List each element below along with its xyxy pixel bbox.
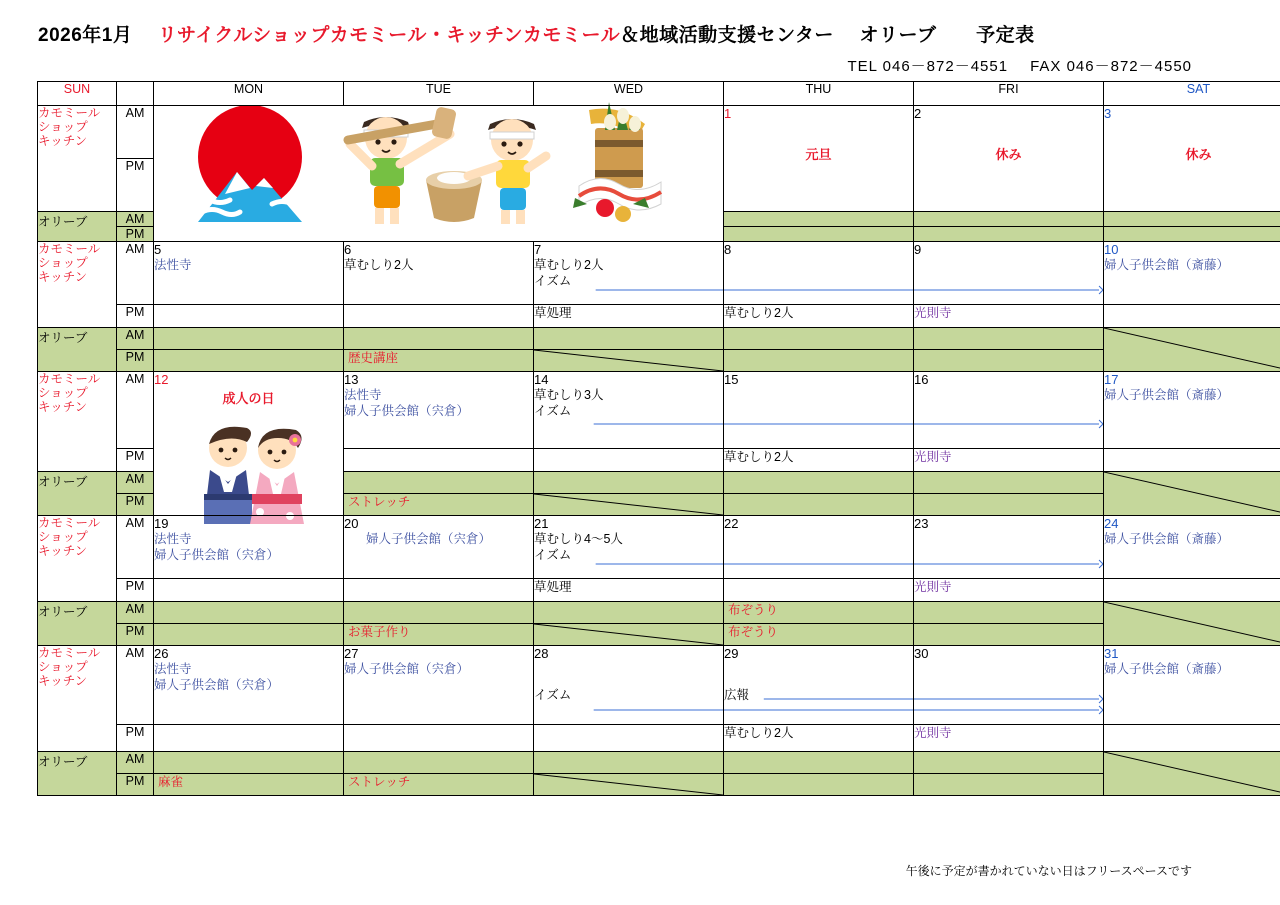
day-cell-23[interactable] — [914, 516, 1104, 579]
event-text: 草むしり3人 — [534, 388, 604, 402]
page-title — [38, 20, 1035, 47]
week2-kamomile-am-row — [38, 242, 1280, 305]
title-kitchen-name: キッチンカモミール — [446, 25, 621, 46]
olive-am-fri[interactable] — [914, 212, 1104, 227]
day-number: 9 — [914, 242, 922, 257]
day-number: 24 — [1104, 516, 1119, 531]
event-text: 法性寺 — [154, 532, 192, 546]
pm-wed[interactable] — [534, 579, 724, 602]
olive-am-fri[interactable] — [914, 602, 1104, 624]
day-cell-3[interactable] — [1104, 106, 1280, 212]
event-text: イズム — [534, 404, 572, 418]
contact-info — [848, 55, 1192, 76]
olive-pm-tue[interactable] — [344, 774, 534, 796]
event-text: 婦人子供会館（宍倉） — [154, 678, 280, 692]
event-text: お菓子作り — [348, 625, 411, 639]
event-text: 法性寺 — [154, 662, 192, 676]
day-number: 2 — [914, 106, 922, 121]
day-number: 27 — [344, 646, 359, 661]
pm-thu[interactable] — [724, 449, 914, 472]
olive-pm-thu[interactable] — [724, 494, 914, 516]
pm-fri[interactable] — [914, 579, 1104, 602]
day-number: 23 — [914, 516, 929, 531]
day-number: 3 — [1104, 106, 1112, 121]
event-text: イズム — [534, 688, 572, 702]
day-number: 16 — [914, 372, 929, 387]
olive-pm-wed-unavailable — [534, 624, 724, 646]
label-olive: オリーブ — [38, 212, 117, 242]
olive-am-wed[interactable] — [534, 328, 724, 350]
olive-am-wed[interactable] — [534, 602, 724, 624]
olive-am-wed[interactable] — [534, 472, 724, 494]
event-text: 草むしり4〜5人 — [534, 532, 623, 546]
olive-sat-unavailable — [1104, 472, 1280, 516]
olive-am-tue[interactable] — [344, 328, 534, 350]
fax-number: FAX 046－872－4550 — [1030, 58, 1192, 75]
week4-kamomile-am-row — [38, 516, 1280, 579]
pm-sat[interactable] — [1104, 579, 1280, 602]
day-number: 21 — [534, 516, 549, 531]
event-text: 草むしり2人 — [724, 450, 794, 464]
olive-pm-fri[interactable] — [914, 774, 1104, 796]
label-pm: PM — [117, 227, 154, 242]
title-date: 2026年1月 — [38, 25, 133, 46]
pm-wed[interactable] — [534, 449, 724, 472]
day-cell-27[interactable] — [344, 646, 534, 725]
label-pm: PM — [117, 624, 154, 646]
olive-am-sat[interactable] — [1104, 212, 1280, 227]
day-cell-13[interactable] — [344, 372, 534, 449]
pm-fri[interactable] — [914, 305, 1104, 328]
day-cell-26[interactable] — [154, 646, 344, 725]
week5-kamomile-pm-row — [38, 725, 1280, 752]
event-text: 草むしり2人 — [724, 726, 794, 740]
event-text: 広報 — [724, 688, 750, 702]
pm-mon[interactable] — [154, 579, 344, 602]
olive-pm-mon[interactable] — [154, 624, 344, 646]
day-number: 31 — [1104, 646, 1119, 661]
day-note: 元旦 — [805, 147, 832, 162]
event-text: 草処理 — [534, 580, 572, 594]
calendar-table — [37, 81, 1280, 796]
event-text: ストレッチ — [348, 775, 411, 789]
pm-sat[interactable] — [1104, 305, 1280, 328]
day-number: 1 — [724, 106, 732, 121]
label-pm: PM — [117, 774, 154, 796]
label-pm: PM — [117, 305, 154, 328]
olive-pm-sat[interactable] — [1104, 227, 1280, 242]
pm-sat[interactable] — [1104, 449, 1280, 472]
day-note: 休み — [995, 147, 1022, 162]
pm-wed[interactable] — [534, 725, 724, 752]
day-number: 13 — [344, 372, 359, 387]
event-text: 光則寺 — [914, 450, 952, 464]
day-cell-10[interactable] — [1104, 242, 1280, 305]
day-number: 30 — [914, 646, 929, 661]
label-pm: PM — [117, 725, 154, 752]
day-number: 12 — [154, 372, 169, 387]
olive-am-thu[interactable] — [724, 472, 914, 494]
label-pm: PM — [117, 579, 154, 602]
pm-fri[interactable] — [914, 725, 1104, 752]
week5-kamomile-am-row — [38, 646, 1280, 725]
day-cell-22[interactable] — [724, 516, 914, 579]
olive-pm-tue[interactable] — [344, 350, 534, 372]
olive-sat-unavailable — [1104, 752, 1280, 796]
label-am: AM — [117, 602, 154, 624]
label-am: AM — [117, 472, 154, 494]
day-number: 10 — [1104, 242, 1119, 257]
pm-thu[interactable] — [724, 579, 914, 602]
week1-kamomile-am-row — [38, 106, 1280, 159]
week4-olive-am-row — [38, 602, 1280, 624]
event-text: 法性寺 — [344, 388, 382, 402]
day-cell-9[interactable] — [914, 242, 1104, 305]
footnote: 午後に予定が書かれていない日はフリースペースです — [905, 864, 1192, 878]
pm-tue[interactable] — [344, 305, 534, 328]
day-cell-8[interactable] — [724, 242, 914, 305]
tel-number: TEL 046－872－4551 — [847, 58, 1009, 75]
event-text: イズム — [534, 274, 572, 288]
event-text: 光則寺 — [914, 580, 952, 594]
pm-tue[interactable] — [344, 725, 534, 752]
header-wed: WED — [534, 82, 724, 106]
day-number: 7 — [534, 242, 542, 257]
day-number: 15 — [724, 372, 739, 387]
event-text: 婦人子供会館（斎藤） — [1104, 388, 1230, 402]
event-text: 婦人子供会館（宍倉） — [344, 662, 470, 676]
holiday-label: 成人の日 — [222, 391, 275, 406]
day-number: 14 — [534, 372, 549, 387]
weekday-header-row — [38, 82, 1280, 106]
olive-pm-wed-unavailable — [534, 494, 724, 516]
day-number: 26 — [154, 646, 169, 661]
day-number: 17 — [1104, 372, 1119, 387]
pm-wed[interactable] — [534, 305, 724, 328]
olive-pm-wed-unavailable — [534, 350, 724, 372]
label-am: AM — [117, 328, 154, 350]
event-text: 布ぞうり — [728, 625, 779, 639]
event-text: 草むしり2人 — [724, 306, 794, 320]
olive-am-fri[interactable] — [914, 752, 1104, 774]
day-cell-14[interactable] — [534, 372, 724, 449]
header-tue: TUE — [344, 82, 534, 106]
label-pm: PM — [117, 350, 154, 372]
label-am: AM — [117, 242, 154, 305]
pm-thu[interactable] — [724, 305, 914, 328]
olive-am-mon[interactable] — [154, 328, 344, 350]
olive-am-mon[interactable] — [154, 752, 344, 774]
label-olive: オリーブ — [38, 752, 117, 796]
olive-pm-tue[interactable] — [344, 494, 534, 516]
header-sun: SUN — [38, 82, 117, 106]
olive-pm-thu[interactable] — [724, 227, 914, 242]
day-cell-29[interactable] — [724, 646, 914, 725]
header-mon: MON — [154, 82, 344, 106]
olive-pm-fri[interactable] — [914, 494, 1104, 516]
pm-mon[interactable] — [154, 725, 344, 752]
week5-olive-pm-row — [38, 774, 1280, 796]
olive-am-mon[interactable] — [154, 602, 344, 624]
day-number: 19 — [154, 516, 169, 531]
day-cell-17[interactable] — [1104, 372, 1280, 449]
day-cell-2[interactable] — [914, 106, 1104, 212]
olive-am-fri[interactable] — [914, 472, 1104, 494]
header-sat: SAT — [1104, 82, 1280, 106]
olive-am-tue[interactable] — [344, 472, 534, 494]
week2-olive-pm-row — [38, 350, 1280, 372]
event-text: イズム — [534, 548, 572, 562]
week5-olive-am-row — [38, 752, 1280, 774]
day-cell-1[interactable] — [724, 106, 914, 212]
label-olive: オリーブ — [38, 328, 117, 372]
day-cell-30[interactable] — [914, 646, 1104, 725]
event-text: 光則寺 — [914, 306, 952, 320]
olive-pm-mon[interactable] — [154, 774, 344, 796]
label-am: AM — [117, 516, 154, 579]
olive-am-thu[interactable] — [724, 212, 914, 227]
day-cell-31[interactable] — [1104, 646, 1280, 725]
day-cell-7[interactable] — [534, 242, 724, 305]
header-thu: THU — [724, 82, 914, 106]
header-blank — [117, 82, 154, 106]
olive-am-tue[interactable] — [344, 752, 534, 774]
week3-kamomile-am-row — [38, 372, 1280, 449]
day-cell-20[interactable] — [344, 516, 534, 579]
label-am: AM — [117, 106, 154, 159]
title-shop-name: リサイクルショップカモミール — [157, 25, 427, 46]
olive-pm-wed-unavailable — [534, 774, 724, 796]
day-cell-5[interactable] — [154, 242, 344, 305]
event-text: 布ぞうり — [728, 603, 779, 617]
day-cell-28[interactable] — [534, 646, 724, 725]
pm-sat[interactable] — [1104, 725, 1280, 752]
pm-tue[interactable] — [344, 579, 534, 602]
olive-am-thu[interactable] — [724, 328, 914, 350]
day-cell-6[interactable] — [344, 242, 534, 305]
event-text: 婦人子供会館（宍倉） — [154, 548, 280, 562]
event-text: 麻雀 — [158, 775, 184, 789]
day-number: 5 — [154, 242, 162, 257]
event-text: 草むしり2人 — [534, 258, 604, 272]
title-center-name: ＆地域活動支援センター — [620, 25, 834, 46]
week4-kamomile-pm-row — [38, 579, 1280, 602]
event-text: 婦人子供会館（宍倉） — [366, 532, 492, 546]
label-kamomile: カモミール ショップ キッチン — [38, 242, 117, 328]
label-kamomile: カモミール ショップ キッチン — [38, 372, 117, 472]
week4-olive-pm-row — [38, 624, 1280, 646]
olive-pm-fri[interactable] — [914, 350, 1104, 372]
olive-pm-tue[interactable] — [344, 624, 534, 646]
day-number: 6 — [344, 242, 352, 257]
label-olive: オリーブ — [38, 472, 117, 516]
title-dot: ・ — [426, 25, 447, 46]
pm-tue[interactable] — [344, 449, 534, 472]
event-text: 光則寺 — [914, 726, 952, 740]
event-text: 草処理 — [534, 306, 572, 320]
header-fri: FRI — [914, 82, 1104, 106]
label-olive: オリーブ — [38, 602, 117, 646]
day-cell-16[interactable] — [914, 372, 1104, 449]
title-olive: オリーブ — [859, 25, 937, 46]
olive-am-tue[interactable] — [344, 602, 534, 624]
event-text: 法性寺 — [154, 258, 192, 272]
label-am: AM — [117, 752, 154, 774]
olive-sat-unavailable — [1104, 328, 1280, 372]
day-cell-19[interactable] — [154, 516, 344, 579]
day-number: 28 — [534, 646, 549, 661]
olive-am-thu[interactable] — [724, 602, 914, 624]
title-schedule: 予定表 — [976, 25, 1035, 46]
day-number: 8 — [724, 242, 732, 257]
pm-thu[interactable] — [724, 725, 914, 752]
label-am: AM — [117, 212, 154, 227]
day-cell-15[interactable] — [724, 372, 914, 449]
event-text: 婦人子供会館（斎藤） — [1104, 258, 1230, 272]
label-kamomile: カモミール ショップ キッチン — [38, 516, 117, 602]
olive-pm-thu[interactable] — [724, 774, 914, 796]
label-pm: PM — [117, 159, 154, 212]
pm-fri[interactable] — [914, 449, 1104, 472]
olive-pm-thu[interactable] — [724, 350, 914, 372]
label-am: AM — [117, 646, 154, 725]
event-text: 婦人子供会館（斎藤） — [1104, 532, 1230, 546]
label-kamomile: カモミール ショップ キッチン — [38, 646, 117, 752]
day-cell-12[interactable] — [154, 372, 344, 516]
illustration-area — [154, 106, 724, 242]
pm-mon[interactable] — [154, 305, 344, 328]
olive-pm-thu[interactable] — [724, 624, 914, 646]
olive-am-wed[interactable] — [534, 752, 724, 774]
olive-am-fri[interactable] — [914, 328, 1104, 350]
label-kamomile: カモミール ショップ キッチン — [38, 106, 117, 212]
event-text: 婦人子供会館（斎藤） — [1104, 662, 1230, 676]
event-text: 婦人子供会館（宍倉） — [344, 404, 470, 418]
week2-olive-am-row — [38, 328, 1280, 350]
olive-pm-fri[interactable] — [914, 624, 1104, 646]
olive-am-thu[interactable] — [724, 752, 914, 774]
olive-sat-unavailable — [1104, 602, 1280, 646]
day-cell-24[interactable] — [1104, 516, 1280, 579]
day-number: 29 — [724, 646, 739, 661]
olive-pm-mon[interactable] — [154, 350, 344, 372]
label-pm: PM — [117, 494, 154, 516]
day-cell-21[interactable] — [534, 516, 724, 579]
week2-kamomile-pm-row — [38, 305, 1280, 328]
label-pm: PM — [117, 449, 154, 472]
event-text: 草むしり2人 — [344, 258, 414, 272]
day-number: 20 — [344, 516, 359, 531]
day-note: 休み — [1185, 147, 1212, 162]
event-text: ストレッチ — [348, 495, 411, 509]
olive-pm-fri[interactable] — [914, 227, 1104, 242]
day-number: 22 — [724, 516, 739, 531]
label-am: AM — [117, 372, 154, 449]
event-text: 歴史講座 — [348, 351, 399, 365]
